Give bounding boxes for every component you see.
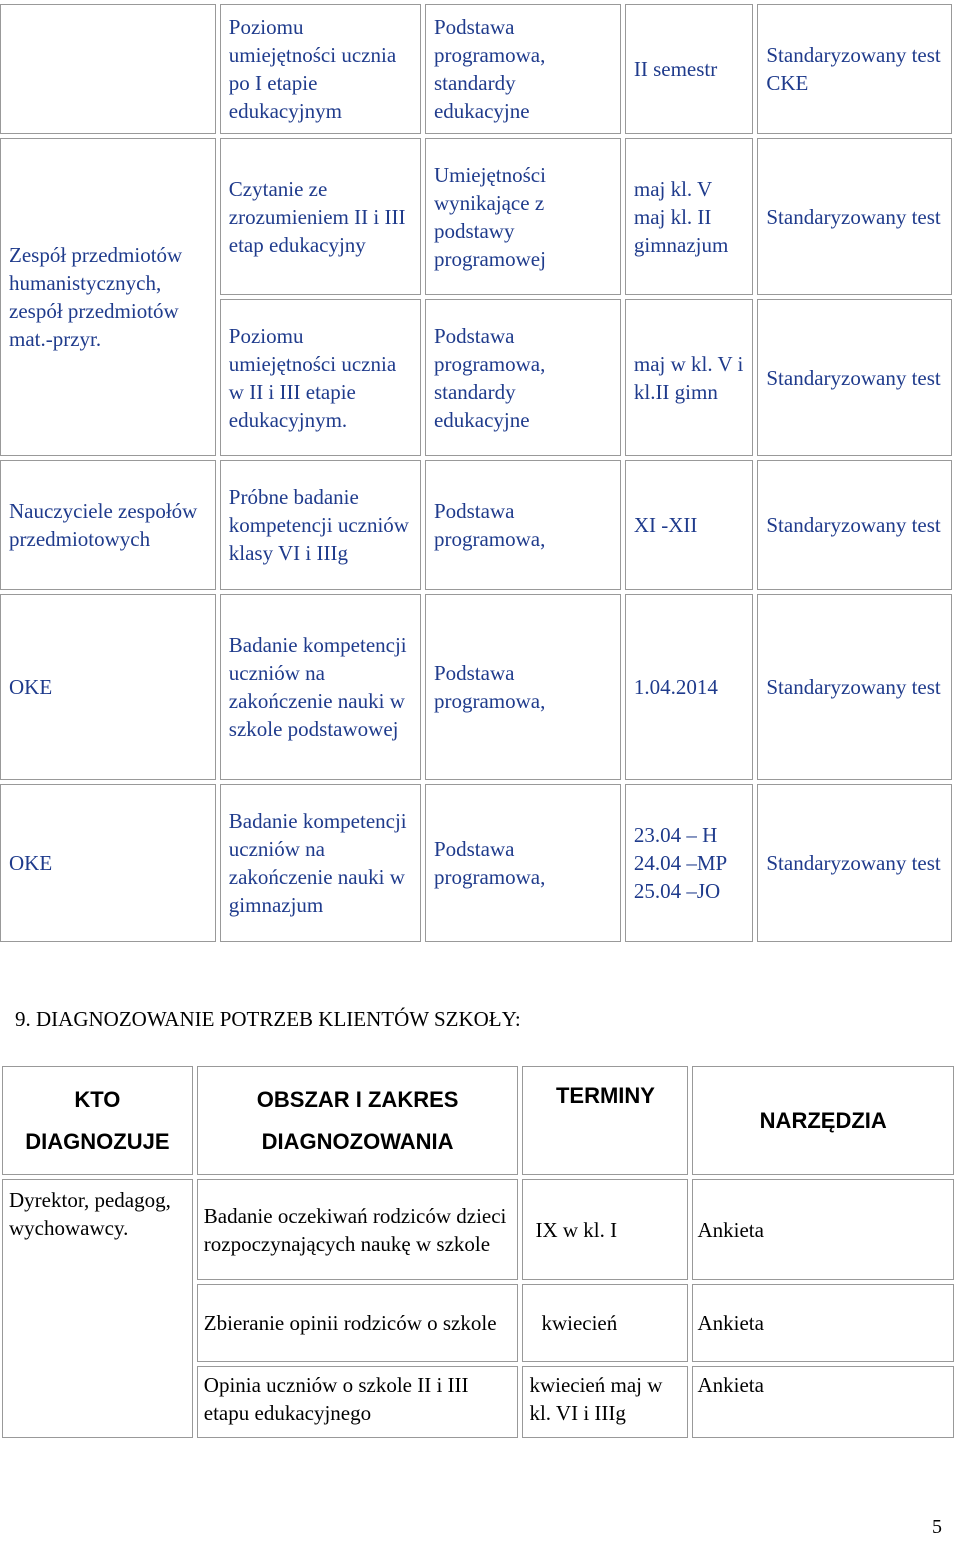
header-area: OBSZAR I ZAKRES DIAGNOZOWANIA xyxy=(197,1066,519,1175)
table-header-row xyxy=(0,4,952,134)
row-date-cell: 1.04.2014 xyxy=(625,594,754,780)
page-number: 5 xyxy=(932,1516,942,1538)
term-cell: kwiecień xyxy=(522,1284,688,1362)
row-area-cell: Czytanie ze zrozumieniem II i III etap edukacyjny xyxy=(220,138,421,295)
row-who-cell: Nauczyciele zespołów przedmiotowych xyxy=(0,460,216,590)
row-area-cell: Poziomu umiejętności ucznia w II i III etapie edukacyjnym. xyxy=(220,299,421,456)
row-area-cell: Badanie kompetencji uczniów na zakończenie nauki w szkole podstawowej xyxy=(220,594,421,780)
header-terms: TERMINY xyxy=(522,1066,688,1175)
row-who-cell: OKE xyxy=(0,594,216,780)
tool-cell: Ankieta xyxy=(692,1366,954,1438)
row-date-cell: maj kl. V maj kl. II gimnazjum xyxy=(625,138,754,295)
row-test-cell: Standaryzowany test xyxy=(757,138,952,295)
row-test-cell: Standaryzowany test xyxy=(757,460,952,590)
row-test-cell: Standaryzowany test xyxy=(757,299,952,456)
table-row xyxy=(0,138,952,295)
date-line: 24.04 –MP xyxy=(633,851,728,875)
header-who: KTO DIAGNOZUJE xyxy=(2,1066,193,1175)
row-basis-cell: Podstawa programowa, xyxy=(425,594,621,780)
table-row xyxy=(0,784,952,942)
row-basis-cell: Podstawa programowa, standardy edukacyjne xyxy=(425,299,621,456)
diagnosis-table xyxy=(0,1062,958,1442)
row-area-cell: Badanie kompetencji uczniów na zakończenie nauki w gimnazjum xyxy=(220,784,421,942)
row-date-cell: maj w kl. V i kl.II gimn xyxy=(625,299,754,456)
header-tools: NARZĘDZIA xyxy=(692,1066,954,1175)
area-cell: Zbieranie opinii rodziców o szkole xyxy=(197,1284,519,1362)
area-cell: Opinia uczniów o szkole II i III etapu edukacyjnego xyxy=(197,1366,519,1438)
row-area-cell: Próbne badanie kompetencji uczniów klasy VI i IIIg xyxy=(220,460,421,590)
table-row xyxy=(0,594,952,780)
header-cell-test: Standaryzowany test CKE xyxy=(757,4,952,134)
row-basis-cell: Umiejętności wynikające z podstawy programowej xyxy=(425,138,621,295)
section-heading: 9. DIAGNOZOWANIE POTRZEB KLIENTÓW SZKOŁY: xyxy=(15,1007,521,1031)
tool-cell: Ankieta xyxy=(692,1179,954,1280)
tool-cell: Ankieta xyxy=(692,1284,954,1362)
row-date-cell xyxy=(625,784,754,942)
header-cell-empty xyxy=(0,4,216,134)
row-test-cell: Standaryzowany test xyxy=(757,784,952,942)
row-basis-cell: Podstawa programowa, xyxy=(425,784,621,942)
header-cell-basis: Podstawa programowa, standardy edukacyjne xyxy=(425,4,621,134)
row-test-cell: Standaryzowany test xyxy=(757,594,952,780)
area-cell: Badanie oczekiwań rodziców dzieci rozpoczynających naukę w szkole xyxy=(197,1179,519,1280)
term-cell: IX w kl. I xyxy=(522,1179,688,1280)
row-date-cell: XI -XII xyxy=(625,460,754,590)
header-cell-semester: II semestr xyxy=(625,4,754,134)
table-row xyxy=(0,460,952,590)
date-line: 25.04 –JO xyxy=(633,879,721,903)
table-header-row xyxy=(2,1066,954,1175)
row-who-cell: OKE xyxy=(0,784,216,942)
row-who-cell: Zespół przedmiotów humanistycznych, zespół przedmiotów mat.-przyr. xyxy=(0,138,216,456)
who-cell: Dyrektor, pedagog, wychowawcy. xyxy=(2,1179,193,1438)
table-row xyxy=(2,1179,954,1280)
date-line: 23.04 – H xyxy=(633,823,718,847)
header-cell-level: Poziomu umiejętności ucznia po I etapie edukacyjnym xyxy=(220,4,421,134)
row-basis-cell: Podstawa programowa, xyxy=(425,460,621,590)
term-cell: kwiecień maj w kl. VI i IIIg xyxy=(522,1366,688,1438)
